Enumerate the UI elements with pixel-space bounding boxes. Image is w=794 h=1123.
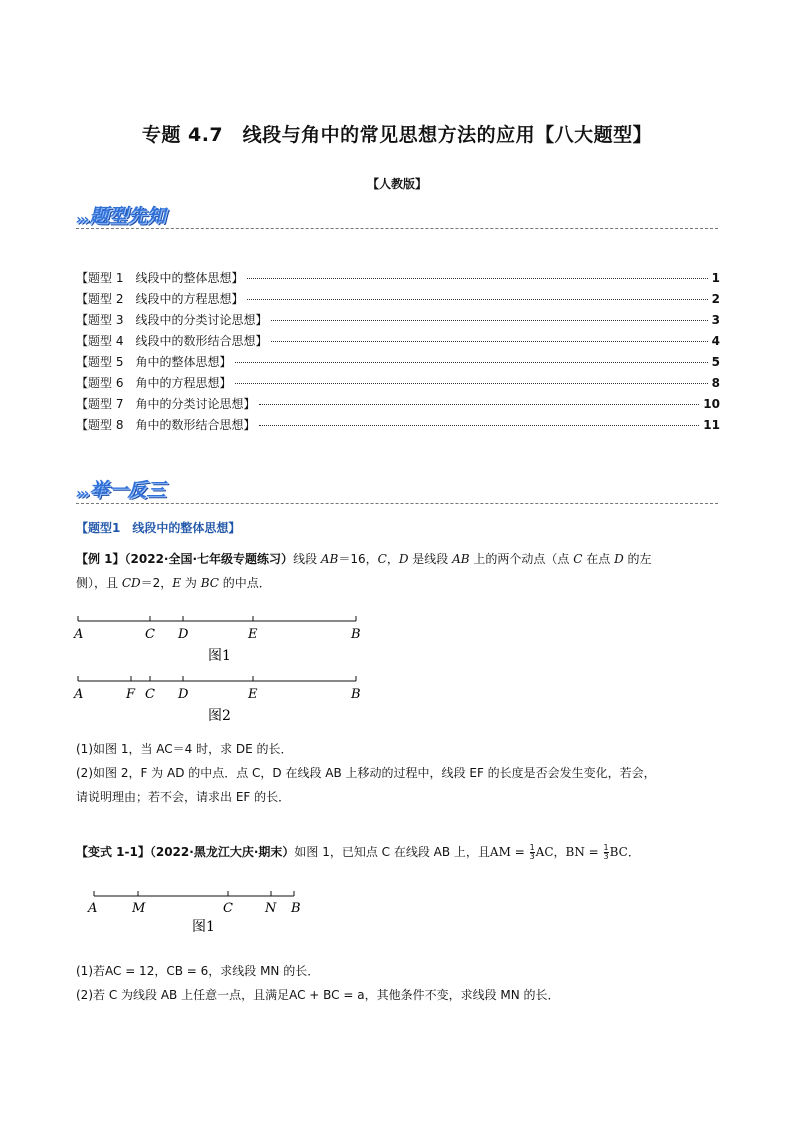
toc-page: 11 [703,418,720,432]
figure-caption: 图2 [208,708,231,724]
point-label: F [126,687,136,702]
table-of-contents [76,269,720,437]
toc-page: 10 [703,397,720,411]
arrows-icon: ››› [76,486,88,502]
banner-overview [76,200,165,228]
figure-caption: 图1 [208,648,231,664]
question-1: (1)若AC = 12，CB = 6，求线段 MN 的长． [76,964,320,978]
toc-page: 1 [711,271,720,285]
toc-row[interactable] [76,353,720,374]
toc-dots [271,320,707,321]
variant-1-1-text: 【变式 1-1】（2022·黑龙江大庆·期末）如图 1，已知点 C 在线段 AB 上，且AM = $\frac{1}{3}$ AC，BN = $\frac{1}{3}$ BC． [76,843,640,861]
toc-label: 【题型 8 角中的数形结合思想】 [76,418,256,432]
toc-row[interactable] [76,290,720,311]
fraction: $\frac{1}{3}$ [529,843,535,861]
page-title: 专题 4.7 线段与角中的常见思想方法的应用【八大题型】 [141,124,653,146]
banner-overview-text: 题型先知 [89,205,166,227]
question-2-line-1: (2)如图 2，F 为 AD 的中点．点 C，D 在线段 AB 上移动的过程中，线段 EF 的长度是否会发生变化，若会， [76,766,656,780]
point-label: E [248,687,258,702]
point-label: D [178,627,189,642]
toc-dots [235,362,707,363]
toc-label: 【题型 7 角中的分类讨论思想】 [76,397,256,411]
toc-label: 【题型 5 角中的整体思想】 [76,355,232,369]
edition-label: 【人教版】 [366,177,427,191]
section-title: 【题型1 线段中的整体思想】 [76,521,241,535]
point-label: C [223,901,233,916]
point-label: M [132,901,146,916]
toc-row[interactable] [76,395,720,416]
banner-practice-text: 举一反三 [89,479,166,501]
example-1-line-1: 【例 1】（2022·全国·七年级专题练习）线段 AB＝16，C，D 是线段 AB 上的两个动点（点 C 在点 D 的左 [76,552,652,566]
figure-3 [70,887,330,943]
toc-row[interactable] [76,332,720,353]
point-label: A [74,687,84,702]
toc-dots [271,341,707,342]
toc-page: 4 [711,334,720,348]
divider [76,503,718,504]
divider [76,228,718,229]
toc-label: 【题型 4 线段中的数形结合思想】 [76,334,268,348]
point-label: C [145,687,155,702]
toc-label: 【题型 2 线段中的方程思想】 [76,292,244,306]
toc-dots [247,299,707,300]
point-label: B [351,627,361,642]
figure-caption: 图1 [192,919,215,935]
toc-dots [247,278,707,279]
toc-row[interactable] [76,311,720,332]
arrows-icon: ››› [76,212,88,228]
toc-page: 8 [711,376,720,390]
point-label: N [265,901,277,916]
toc-row[interactable] [76,269,720,290]
point-label: A [74,627,84,642]
question-2-line-2: 请说明理由；若不会，请求出 EF 的长． [76,790,291,804]
point-label: D [178,687,189,702]
figure-2 [70,672,370,734]
toc-label: 【题型 1 线段中的整体思想】 [76,271,244,285]
toc-page: 5 [711,355,720,369]
toc-dots [235,383,707,384]
banner-practice [76,474,165,502]
toc-label: 【题型 3 线段中的分类讨论思想】 [76,313,268,327]
example-1-questions [76,737,726,809]
point-label: E [248,627,258,642]
question-1: (1)如图 1，当 AC＝4 时，求 DE 的长． [76,742,293,756]
toc-row[interactable] [76,416,720,437]
figure-1 [70,612,370,674]
fraction: $\frac{1}{3}$ [603,843,609,861]
variant-1-1-questions [76,959,726,1007]
toc-row[interactable] [76,374,720,395]
example-1-line-2: 侧），且 CD＝2，E 为 BC 的中点． [76,576,271,590]
toc-dots [259,404,699,405]
point-label: B [291,901,301,916]
toc-label: 【题型 6 角中的方程思想】 [76,376,232,390]
toc-page: 3 [711,313,720,327]
toc-page: 2 [711,292,720,306]
example-1-text [76,547,726,595]
toc-dots [259,425,699,426]
point-label: A [88,901,98,916]
point-label: B [351,687,361,702]
question-2: (2)若 C 为线段 AB 上任意一点，且满足AC + BC = a，其他条件不变，求线段 MN 的长． [76,988,560,1002]
point-label: C [145,627,155,642]
